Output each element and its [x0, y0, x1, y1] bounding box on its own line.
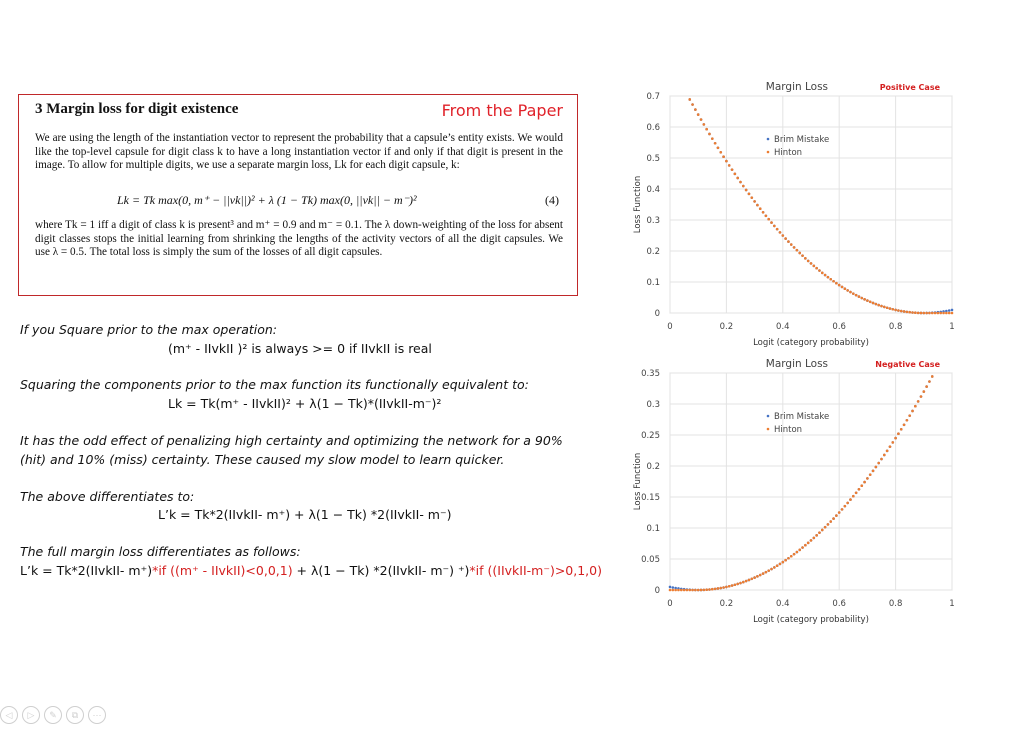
data-point-hinton [835, 282, 838, 285]
x-tick-label: 0.2 [719, 599, 734, 609]
note-always-positive: (m⁺ - IIvkII )² is always >= 0 if IIvkII is real [168, 341, 432, 356]
y-tick-label: 0.2 [646, 247, 660, 257]
data-point-hinton [835, 514, 838, 517]
data-point-hinton [722, 586, 725, 589]
data-point-hinton [767, 569, 770, 572]
case-label: Positive Case [879, 83, 940, 92]
data-point-hinton [734, 173, 737, 176]
data-point-hinton [829, 278, 832, 281]
x-tick-label: 1 [949, 599, 955, 609]
data-point-hinton [908, 414, 911, 417]
data-point-hinton [900, 428, 903, 431]
data-point-hinton [748, 193, 751, 196]
case-label: Negative Case [875, 360, 940, 369]
data-point-hinton [883, 306, 886, 309]
data-point-hinton [908, 311, 911, 314]
data-point-hinton [691, 589, 694, 592]
x-tick-label: 0 [667, 322, 673, 332]
note-squaring-components: Squaring the components prior to the max function its functionally equivalent to: [20, 377, 529, 392]
y-tick-label: 0.2 [646, 462, 660, 472]
chart-title: Margin Loss [765, 81, 829, 93]
data-point-hinton [838, 284, 841, 287]
data-point-hinton [750, 578, 753, 581]
data-point-hinton [942, 312, 945, 315]
data-point-hinton [869, 301, 872, 304]
data-point-hinton [725, 586, 728, 589]
data-point-hinton [714, 588, 717, 591]
data-point-hinton [717, 147, 720, 150]
data-point-hinton [920, 312, 923, 315]
x-tick-label: 0 [667, 599, 673, 609]
data-point-hinton [860, 484, 863, 487]
data-point-hinton [714, 142, 717, 145]
y-tick-label: 0 [654, 309, 660, 319]
data-point-hinton [790, 555, 793, 558]
data-point-hinton [790, 243, 793, 246]
data-point-hinton [753, 576, 756, 579]
data-point-hinton [869, 473, 872, 476]
data-point-hinton [804, 544, 807, 547]
data-point-hinton [782, 561, 785, 564]
data-point-hinton [801, 546, 804, 549]
data-point-hinton [677, 589, 680, 592]
x-tick-label: 0.8 [888, 322, 903, 332]
full-derivative-part-1: L’k = Tk*2(IIvkII- m⁺) [20, 563, 153, 578]
data-point-hinton [849, 498, 852, 501]
data-point-hinton [776, 228, 779, 231]
data-point-hinton [889, 307, 892, 310]
data-point-hinton [719, 587, 722, 590]
plot-area-frame [670, 96, 952, 313]
data-point-hinton [906, 311, 909, 314]
data-point-hinton [739, 582, 742, 585]
data-point-hinton [762, 211, 765, 214]
data-point-hinton [694, 108, 697, 111]
data-point-hinton [934, 312, 937, 315]
data-point-hinton [753, 200, 756, 203]
data-point-hinton [708, 133, 711, 136]
data-point-hinton [872, 302, 875, 305]
data-point-hinton [793, 246, 796, 249]
data-point-hinton [928, 380, 931, 383]
note-full-derivative-equation [20, 563, 602, 578]
data-point-hinton [697, 589, 700, 592]
data-point-brim-mistake [672, 586, 675, 589]
full-derivative-condition-2: *if ((IIvkII-m⁻)>0,1,0) [469, 563, 602, 578]
data-point-hinton [917, 400, 920, 403]
data-point-hinton [829, 520, 832, 523]
data-point-hinton [841, 508, 844, 511]
data-point-hinton [739, 181, 742, 184]
data-point-hinton [756, 204, 759, 207]
y-tick-label: 0.5 [646, 154, 660, 164]
data-point-hinton [728, 585, 731, 588]
data-point-hinton [745, 189, 748, 192]
x-tick-label: 0.2 [719, 322, 734, 332]
data-point-hinton [818, 269, 821, 272]
play-icon[interactable]: ▷ [22, 706, 40, 724]
data-point-hinton [832, 517, 835, 520]
data-point-hinton [852, 292, 855, 295]
data-point-hinton [925, 385, 928, 388]
data-point-hinton [708, 588, 711, 591]
note-full-margin-loss: The full margin loss differentiates as follows: [20, 544, 301, 559]
data-point-hinton [894, 437, 897, 440]
data-point-hinton [717, 587, 720, 590]
data-point-hinton [875, 303, 878, 306]
data-point-hinton [703, 123, 706, 126]
x-tick-label: 0.4 [776, 322, 790, 332]
data-point-hinton [742, 185, 745, 188]
data-point-hinton [796, 551, 799, 554]
copy-icon[interactable]: ⧉ [66, 706, 84, 724]
y-tick-label: 0.1 [646, 278, 660, 288]
data-point-hinton [846, 289, 849, 292]
data-point-hinton [866, 299, 869, 302]
data-point-hinton [914, 405, 917, 408]
back-icon[interactable]: ◁ [0, 706, 18, 724]
data-point-hinton [863, 298, 866, 301]
positive-case-chart-svg [628, 78, 968, 354]
data-point-hinton [872, 470, 875, 473]
data-point-hinton [849, 291, 852, 294]
legend-marker [767, 151, 770, 154]
data-point-hinton [773, 225, 776, 228]
data-point-hinton [844, 287, 847, 290]
data-point-hinton [855, 294, 858, 297]
legend-marker [767, 428, 770, 431]
more-icon[interactable]: ⋯ [88, 706, 106, 724]
data-point-hinton [827, 276, 830, 279]
note-odd-effect-line2: (hit) and 10% (miss) certainty. These caused my slow model to learn quicker. [20, 452, 505, 467]
data-point-hinton [880, 305, 883, 308]
data-point-hinton [855, 491, 858, 494]
data-point-hinton [897, 432, 900, 435]
data-point-hinton [711, 588, 714, 591]
data-point-hinton [765, 571, 768, 574]
negative-case-chart-svg [628, 355, 968, 631]
data-point-hinton [925, 312, 928, 315]
data-point-hinton [815, 267, 818, 270]
data-point-hinton [728, 164, 731, 167]
data-point-hinton [705, 588, 708, 591]
data-point-hinton [846, 502, 849, 505]
data-point-hinton [863, 481, 866, 484]
data-point-hinton [770, 568, 773, 571]
data-point-hinton [810, 539, 813, 542]
data-point-hinton [688, 589, 691, 592]
data-point-hinton [911, 311, 914, 314]
data-point-brim-mistake [948, 309, 951, 312]
data-point-hinton [798, 252, 801, 255]
x-axis-label: Logit (category probability) [753, 615, 869, 625]
data-point-hinton [824, 274, 827, 277]
data-point-hinton [813, 537, 816, 540]
data-point-hinton [821, 529, 824, 532]
y-axis-label: Loss Function [633, 452, 643, 511]
data-point-hinton [894, 309, 897, 312]
data-point-hinton [815, 534, 818, 537]
y-tick-label: 0 [654, 586, 660, 596]
y-tick-label: 0.35 [641, 369, 660, 379]
note-differentiates: The above differentiates to: [20, 489, 195, 504]
data-point-hinton [686, 589, 689, 592]
data-point-hinton [787, 240, 790, 243]
data-point-hinton [759, 574, 762, 577]
data-point-hinton [948, 312, 951, 315]
data-point-hinton [793, 553, 796, 556]
data-point-hinton [784, 559, 787, 562]
paper-excerpt-box [18, 94, 578, 296]
legend-entry: Hinton [774, 425, 803, 435]
data-point-hinton [767, 218, 770, 221]
data-point-hinton [731, 584, 734, 587]
data-point-hinton [700, 118, 703, 121]
full-derivative-condition-1: *if ((m⁺ - IIvkII)<0,0,1) [152, 563, 293, 578]
data-point-hinton [923, 312, 926, 315]
data-point-hinton [841, 286, 844, 289]
data-point-hinton [858, 488, 861, 491]
data-point-hinton [931, 375, 934, 378]
y-tick-label: 0.25 [641, 431, 660, 441]
data-point-hinton [742, 581, 745, 584]
data-point-hinton [891, 308, 894, 311]
section-title: 3 Margin loss for digit existence [35, 101, 239, 117]
data-point-hinton [821, 272, 824, 275]
data-point-hinton [813, 265, 816, 268]
note-square-prior: If you Square prior to the max operation: [20, 322, 278, 337]
y-tick-label: 0.3 [646, 216, 660, 226]
data-point-hinton [745, 580, 748, 583]
data-point-hinton [917, 312, 920, 315]
y-tick-label: 0.05 [641, 555, 660, 565]
pen-icon[interactable]: ✎ [44, 706, 62, 724]
data-point-hinton [779, 231, 782, 234]
data-point-hinton [923, 390, 926, 393]
data-point-hinton [886, 306, 889, 309]
data-point-hinton [703, 589, 706, 592]
data-point-hinton [860, 297, 863, 300]
slide-navigation-bar [0, 706, 106, 726]
data-point-hinton [883, 454, 886, 457]
legend-entry: Hinton [774, 148, 803, 158]
data-point-hinton [832, 280, 835, 283]
paper-paragraph-1: We are using the length of the instantiation vector to represent the probability that a capsule’s entity exists. We would like the top-level capsule for digit class k to have a long instantiation vector if and only if that digit is present in the image. To allow for multiple digits, we use a separate margin loss, Lk for each digit capsule, k: [35, 132, 563, 172]
y-tick-label: 0.3 [646, 400, 660, 410]
data-point-hinton [900, 310, 903, 313]
data-point-hinton [796, 249, 799, 252]
data-point-hinton [914, 311, 917, 314]
data-point-hinton [928, 312, 931, 315]
y-tick-label: 0.7 [646, 92, 660, 102]
chart-title: Margin Loss [765, 358, 829, 370]
data-point-brim-mistake [951, 309, 954, 312]
data-point-hinton [759, 207, 762, 210]
y-tick-label: 0.15 [641, 493, 660, 503]
legend-marker [767, 138, 770, 141]
note-derivative-equation: L’k = Tk*2(IIvkII- m⁺) + λ(1 − Tk) *2(IIvkII- m⁻) [158, 507, 452, 522]
data-point-hinton [939, 312, 942, 315]
data-point-hinton [770, 221, 773, 224]
data-point-hinton [920, 395, 923, 398]
y-tick-label: 0.1 [646, 524, 660, 534]
legend-entry: Brim Mistake [774, 412, 830, 422]
plot-area-frame [670, 373, 952, 590]
data-point-hinton [807, 260, 810, 263]
data-point-hinton [731, 168, 734, 171]
data-point-hinton [748, 579, 751, 582]
data-point-hinton [680, 589, 683, 592]
x-tick-label: 0.8 [888, 599, 903, 609]
data-point-hinton [838, 511, 841, 514]
data-point-hinton [688, 98, 691, 101]
from-paper-label: From the Paper [441, 101, 563, 120]
data-point-hinton [911, 410, 914, 413]
x-tick-label: 0.6 [832, 322, 846, 332]
data-point-hinton [852, 495, 855, 498]
data-point-hinton [897, 309, 900, 312]
data-point-hinton [798, 549, 801, 552]
data-point-hinton [779, 563, 782, 566]
data-point-hinton [711, 137, 714, 140]
negative-case-chart [628, 355, 968, 636]
data-point-hinton [697, 113, 700, 116]
data-point-hinton [762, 572, 765, 575]
data-point-hinton [818, 531, 821, 534]
data-point-hinton [858, 295, 861, 298]
y-tick-label: 0.6 [646, 123, 660, 133]
note-odd-effect-line1: It has the odd effect of penalizing high certainty and optimizing the network for a 90% [20, 433, 563, 448]
data-point-hinton [683, 589, 686, 592]
equation-number: (4) [545, 193, 559, 207]
data-point-hinton [880, 458, 883, 461]
x-axis-label: Logit (category probability) [753, 338, 869, 348]
positive-case-chart [628, 78, 968, 359]
data-point-hinton [765, 214, 768, 217]
data-point-brim-mistake [669, 586, 672, 589]
data-point-hinton [937, 312, 940, 315]
data-point-hinton [672, 589, 675, 592]
data-point-hinton [722, 155, 725, 158]
data-point-hinton [669, 589, 672, 592]
data-point-hinton [736, 177, 739, 180]
data-point-hinton [866, 477, 869, 480]
data-point-hinton [877, 304, 880, 307]
data-point-hinton [750, 196, 753, 199]
legend-entry: Brim Mistake [774, 135, 830, 145]
paper-paragraph-2: where Tk = 1 iff a digit of class k is present³ and m⁺ = 0.9 and m⁻ = 0.1. The λ down-weighting of the loss for absent digit classes stops the initial learning from shrinking the lengths of the activity vectors of all the digit capsules. We use λ = 0.5. The total loss is simply the sum of the losses of all digit capsules. [35, 219, 563, 259]
data-point-hinton [787, 557, 790, 560]
data-point-hinton [694, 589, 697, 592]
data-point-hinton [877, 462, 880, 465]
data-point-hinton [734, 583, 737, 586]
data-point-hinton [951, 312, 954, 315]
y-axis-label: Loss Function [633, 175, 643, 234]
data-point-hinton [705, 128, 708, 131]
data-point-hinton [719, 151, 722, 154]
data-point-hinton [903, 424, 906, 427]
data-point-hinton [784, 237, 787, 240]
data-point-hinton [776, 564, 779, 567]
data-point-hinton [931, 312, 934, 315]
x-tick-label: 0.4 [776, 599, 790, 609]
data-point-hinton [891, 441, 894, 444]
x-tick-label: 1 [949, 322, 955, 332]
full-derivative-part-2: + λ(1 − Tk) *2(IIvkII- m⁻) ⁺) [292, 563, 470, 578]
data-point-hinton [945, 312, 948, 315]
data-point-hinton [756, 575, 759, 578]
data-point-hinton [889, 445, 892, 448]
data-point-hinton [844, 505, 847, 508]
data-point-hinton [827, 523, 830, 526]
data-point-hinton [824, 526, 827, 529]
data-point-hinton [875, 466, 878, 469]
y-tick-label: 0.4 [646, 185, 660, 195]
data-point-hinton [674, 589, 677, 592]
data-point-hinton [807, 542, 810, 545]
data-point-hinton [725, 160, 728, 163]
note-equivalent-equation: Lk = Tk(m⁺ - IIvkII)² + λ(1 − Tk)*(IIvkII-m⁻)² [168, 396, 442, 411]
data-point-hinton [810, 262, 813, 265]
legend-marker [767, 415, 770, 418]
data-point-hinton [782, 234, 785, 237]
data-point-hinton [903, 310, 906, 313]
x-tick-label: 0.6 [832, 599, 846, 609]
data-point-hinton [906, 419, 909, 422]
data-point-hinton [804, 257, 807, 260]
margin-loss-equation: Lk = Tk max(0, m⁺ − ||vk||)² + λ (1 − Tk) max(0, ||vk|| − m⁻)² [117, 193, 417, 207]
data-point-hinton [736, 583, 739, 586]
data-point-hinton [773, 566, 776, 569]
data-point-hinton [801, 254, 804, 257]
data-point-hinton [700, 589, 703, 592]
data-point-hinton [886, 450, 889, 453]
data-point-hinton [691, 103, 694, 106]
